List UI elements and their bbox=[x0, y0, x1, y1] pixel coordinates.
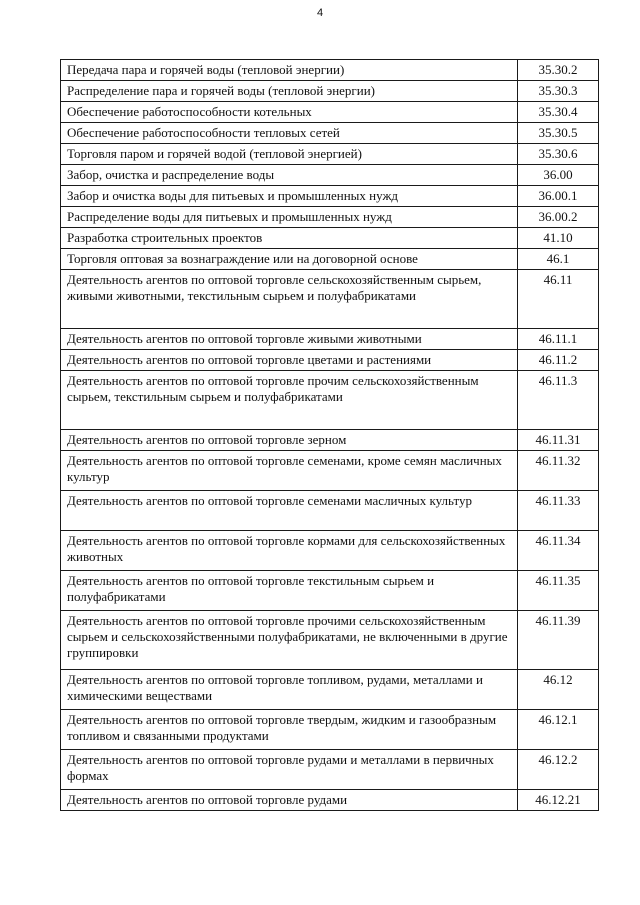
activity-name: Деятельность агентов по оптовой торговле кормами для сельскохозяйственных животных bbox=[61, 531, 518, 571]
activity-code: 46.11.35 bbox=[518, 571, 599, 611]
activity-code: 46.11.3 bbox=[518, 371, 599, 430]
table-row bbox=[61, 60, 599, 81]
table-body bbox=[61, 60, 599, 811]
activity-code: 46.11.32 bbox=[518, 451, 599, 491]
table-row bbox=[61, 491, 599, 531]
table-row bbox=[61, 329, 599, 350]
activity-code: 35.30.4 bbox=[518, 102, 599, 123]
activity-name: Деятельность агентов по оптовой торговле рудами и металлами в первичных формах bbox=[61, 750, 518, 790]
activity-name: Забор, очистка и распределение воды bbox=[61, 165, 518, 186]
activity-code: 46.11 bbox=[518, 270, 599, 329]
activity-code: 35.30.3 bbox=[518, 81, 599, 102]
activity-code: 36.00.1 bbox=[518, 186, 599, 207]
activity-name: Деятельность агентов по оптовой торговле рудами bbox=[61, 790, 518, 811]
activity-name: Разработка строительных проектов bbox=[61, 228, 518, 249]
activity-name: Деятельность агентов по оптовой торговле твердым, жидким и газообразным топливом и связанными продуктами bbox=[61, 710, 518, 750]
activity-code: 46.12.2 bbox=[518, 750, 599, 790]
table-row bbox=[61, 270, 599, 329]
activity-name: Обеспечение работоспособности котельных bbox=[61, 102, 518, 123]
activity-code: 36.00 bbox=[518, 165, 599, 186]
table-row bbox=[61, 430, 599, 451]
activity-codes-table bbox=[60, 59, 599, 811]
activity-code: 35.30.5 bbox=[518, 123, 599, 144]
table-row bbox=[61, 670, 599, 710]
activity-name: Деятельность агентов по оптовой торговле живыми животными bbox=[61, 329, 518, 350]
table-row bbox=[61, 531, 599, 571]
activity-name: Распределение воды для питьевых и промышленных нужд bbox=[61, 207, 518, 228]
activity-code: 46.12.21 bbox=[518, 790, 599, 811]
activity-code: 46.11.33 bbox=[518, 491, 599, 531]
activity-name: Деятельность агентов по оптовой торговле топливом, рудами, металлами и химическими веществами bbox=[61, 670, 518, 710]
activity-code: 36.00.2 bbox=[518, 207, 599, 228]
table-row bbox=[61, 710, 599, 750]
activity-name: Забор и очистка воды для питьевых и промышленных нужд bbox=[61, 186, 518, 207]
activity-name: Деятельность агентов по оптовой торговле семенами масличных культур bbox=[61, 491, 518, 531]
activity-name: Распределение пара и горячей воды (тепловой энергии) bbox=[61, 81, 518, 102]
activity-code: 46.1 bbox=[518, 249, 599, 270]
activity-code: 46.12 bbox=[518, 670, 599, 710]
page-number: 4 bbox=[316, 7, 324, 19]
activity-name: Деятельность агентов по оптовой торговле прочими сельскохозяйственным сырьем и сельскохозяйственными полуфабрикатами, не включенными в другие группировки bbox=[61, 611, 518, 670]
table-row bbox=[61, 165, 599, 186]
activity-code: 35.30.2 bbox=[518, 60, 599, 81]
table-row bbox=[61, 571, 599, 611]
activity-name: Деятельность агентов по оптовой торговле семенами, кроме семян масличных культур bbox=[61, 451, 518, 491]
table-row bbox=[61, 350, 599, 371]
activity-name: Деятельность агентов по оптовой торговле цветами и растениями bbox=[61, 350, 518, 371]
activity-code: 46.11.1 bbox=[518, 329, 599, 350]
activity-code: 46.11.2 bbox=[518, 350, 599, 371]
activity-code: 46.11.39 bbox=[518, 611, 599, 670]
activity-code: 46.11.31 bbox=[518, 430, 599, 451]
table-row bbox=[61, 81, 599, 102]
activity-name: Деятельность агентов по оптовой торговле зерном bbox=[61, 430, 518, 451]
table-row bbox=[61, 611, 599, 670]
activity-code: 46.11.34 bbox=[518, 531, 599, 571]
activity-name: Передача пара и горячей воды (тепловой энергии) bbox=[61, 60, 518, 81]
table-row bbox=[61, 207, 599, 228]
activity-name: Деятельность агентов по оптовой торговле текстильным сырьем и полуфабрикатами bbox=[61, 571, 518, 611]
table-row bbox=[61, 144, 599, 165]
table-row bbox=[61, 371, 599, 430]
table-row bbox=[61, 123, 599, 144]
activity-name: Деятельность агентов по оптовой торговле сельскохозяйственным сырьем, живыми животными, текстильным сырьем и полуфабрикатами bbox=[61, 270, 518, 329]
table-row bbox=[61, 451, 599, 491]
activity-code: 35.30.6 bbox=[518, 144, 599, 165]
activity-name: Деятельность агентов по оптовой торговле прочим сельскохозяйственным сырьем, текстильным сырьем и полуфабрикатами bbox=[61, 371, 518, 430]
table-row bbox=[61, 790, 599, 811]
activity-name: Торговля паром и горячей водой (тепловой энергией) bbox=[61, 144, 518, 165]
activity-name: Обеспечение работоспособности тепловых сетей bbox=[61, 123, 518, 144]
table-row bbox=[61, 750, 599, 790]
table-row bbox=[61, 186, 599, 207]
table-row bbox=[61, 228, 599, 249]
table-row bbox=[61, 102, 599, 123]
activity-name: Торговля оптовая за вознаграждение или на договорной основе bbox=[61, 249, 518, 270]
table-row bbox=[61, 249, 599, 270]
activity-code: 46.12.1 bbox=[518, 710, 599, 750]
activity-code: 41.10 bbox=[518, 228, 599, 249]
